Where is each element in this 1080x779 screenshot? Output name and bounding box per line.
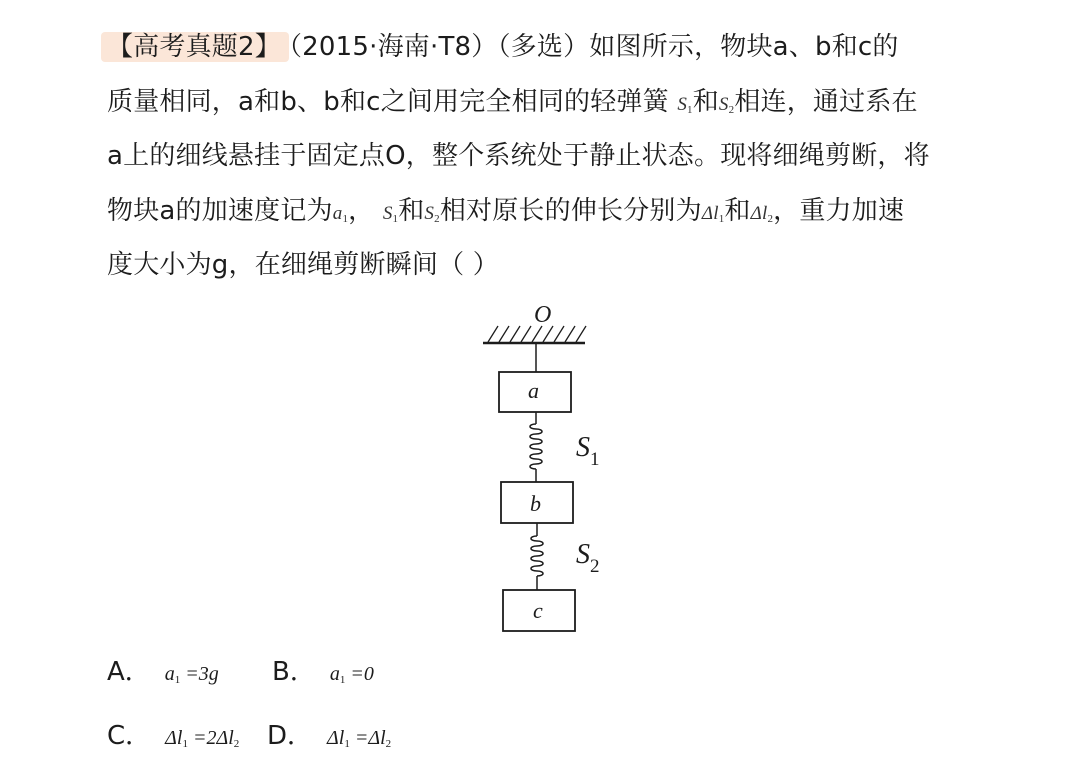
text-segment: 和 (692, 86, 719, 117)
option-a[interactable] (107, 648, 272, 704)
text-segment: ， (348, 195, 375, 226)
text-segment: 和 (724, 195, 751, 226)
option-d-label: D． (267, 721, 314, 751)
symbol-s2: $S_2$ (424, 202, 440, 225)
spring-s1-label: $S_1$ (576, 432, 600, 470)
block-b-label: b (530, 491, 541, 516)
fixed-point-label: O (534, 302, 552, 328)
text-segment: 和 (398, 195, 425, 226)
symbol-s1: $S_1$ (677, 93, 693, 116)
text-segment: 相连，通过系在 (734, 86, 918, 117)
question-tag: 【高考真题2】 (101, 32, 289, 62)
option-d-formula: $\Delta l_1 =\Delta l_2$ (327, 727, 392, 750)
option-b-formula: $a_1 =0$ (329, 663, 374, 686)
symbol-dl2: $\Delta l_2$ (750, 202, 774, 225)
text-segment: 相对原长的伸长分别为 (439, 195, 702, 226)
question-line-5: 度大小为g，在细绳剪断瞬间（ ） (107, 250, 499, 280)
spring-s2 (531, 523, 543, 590)
symbol-dl1: $\Delta l_1$ (701, 202, 725, 225)
block-a-label: a (528, 378, 539, 403)
option-a-label: A． (107, 657, 151, 687)
question-line-1 (107, 20, 987, 75)
text-segment: 物块a的加速度记为 (107, 195, 333, 226)
question-line-2 (107, 75, 987, 130)
option-c-label: C． (107, 721, 152, 751)
option-d[interactable] (267, 712, 391, 768)
answer-options (107, 648, 391, 776)
spring-s1 (530, 412, 542, 482)
symbol-a1: $a_1$ (332, 202, 349, 225)
symbol-s1: $S_1$ (382, 202, 399, 225)
spring-s2-label: $S_2$ (576, 539, 600, 577)
ceiling-hatch (488, 326, 586, 342)
text-segment: ，重力加速 (773, 195, 905, 226)
option-a-formula: $a_1 =3g$ (164, 663, 219, 686)
question-line-3: a上的细线悬挂于固定点O，整个系统处于静止状态。现将细绳剪断，将 (107, 141, 930, 171)
text-segment: 质量相同，a和b、b和c之间用完全相同的轻弹簧 (107, 86, 669, 117)
option-c[interactable] (107, 712, 267, 768)
option-b[interactable] (272, 648, 374, 704)
symbol-s2: $S_2$ (718, 93, 735, 116)
block-c-label: c (533, 598, 543, 623)
options-row-1 (107, 648, 391, 712)
question-source: （2015·海南·T8）（多选）如图所示，物块a、b和c的 (288, 32, 899, 62)
question-text (107, 20, 987, 293)
option-c-formula: $\Delta l_1 =2\Delta l_2$ (165, 727, 240, 750)
option-b-label: B． (272, 657, 316, 687)
question-line-4 (107, 184, 987, 239)
options-row-2 (107, 712, 391, 776)
spring-system-figure (470, 300, 650, 640)
